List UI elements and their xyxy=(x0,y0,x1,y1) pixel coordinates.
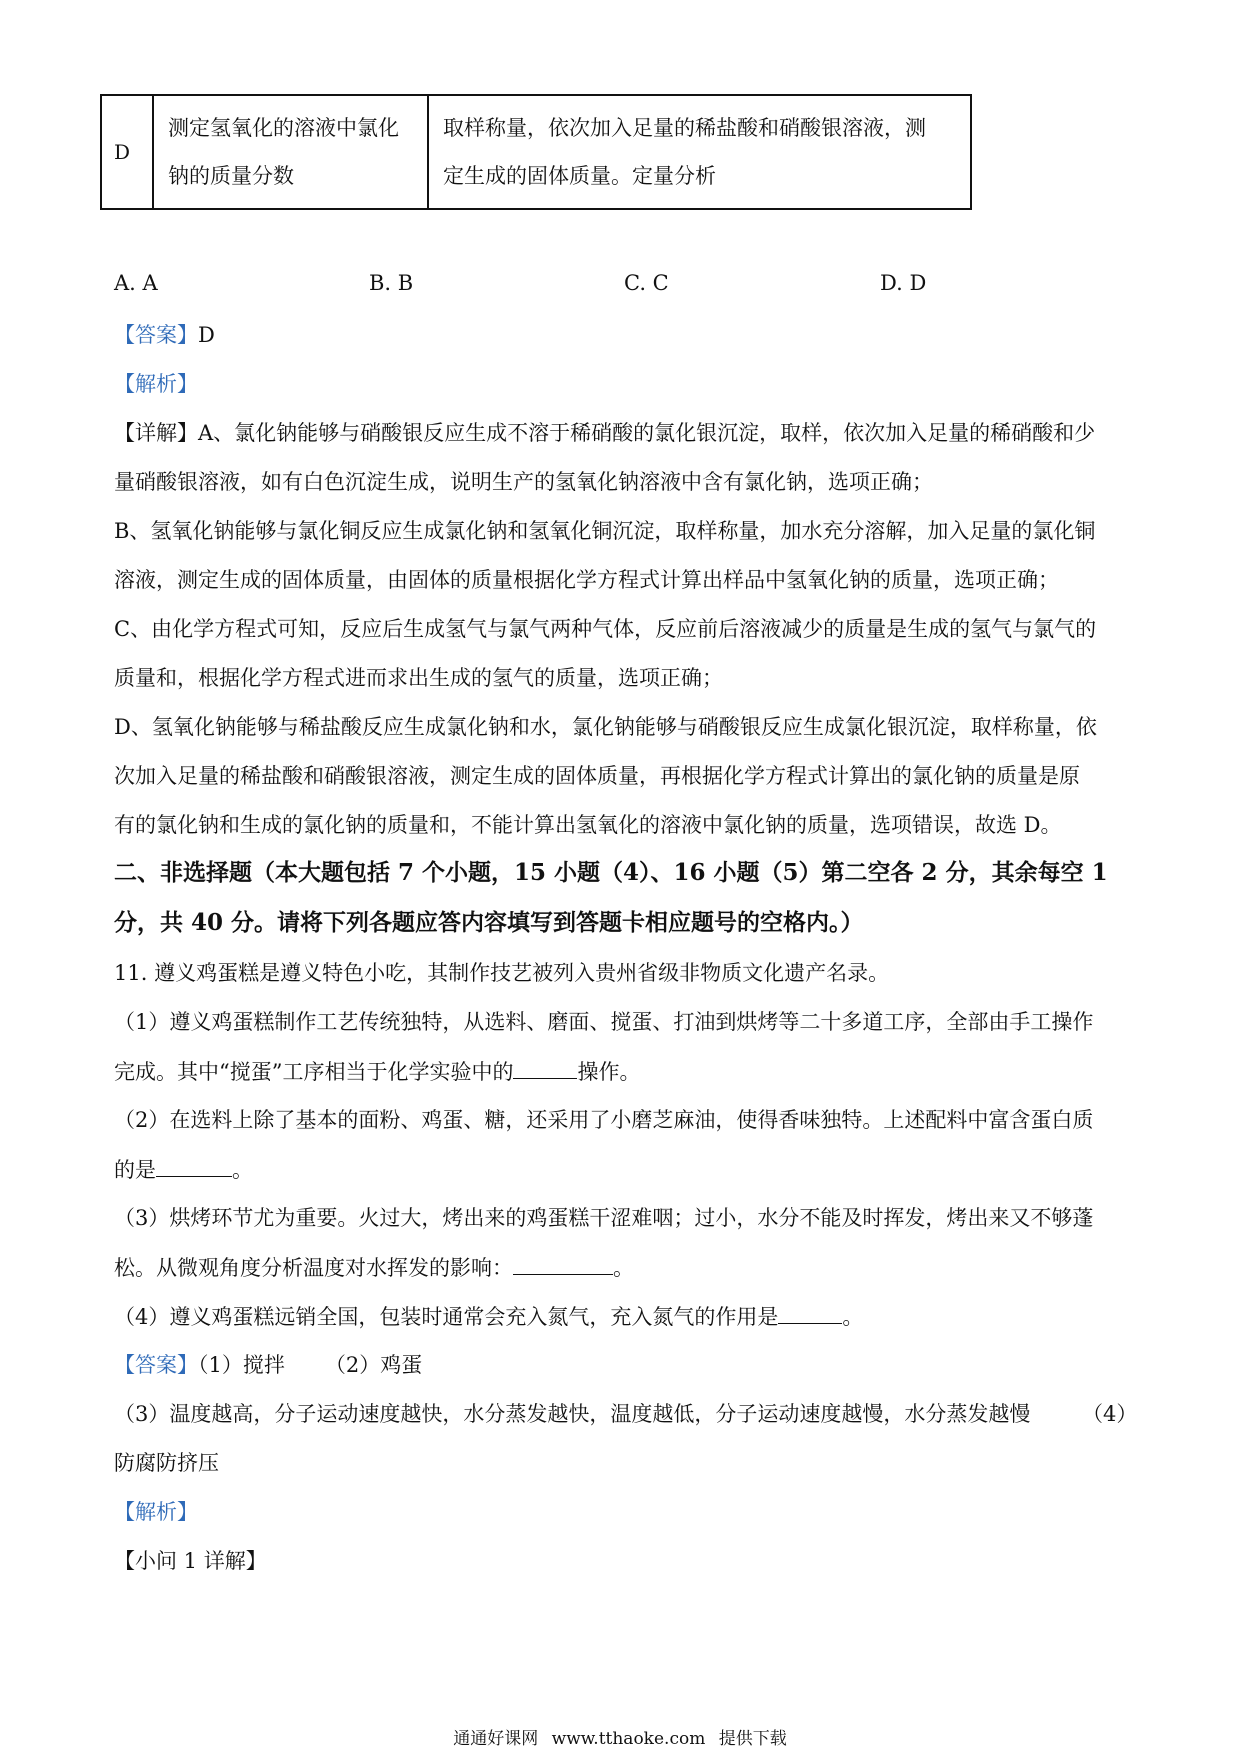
method-line-1: 取样称量，依次加入足量的稀盐酸和硝酸银溶液，测 xyxy=(443,116,926,140)
q10-detail-line-2: 量硝酸银溶液，如有白色沉淀生成，说明生产的氢氧化钠溶液中含有氯化钠，选项正确； xyxy=(114,470,933,494)
blank-3 xyxy=(513,1252,613,1275)
p3-text: 松。从微观角度分析温度对水挥发的影响： xyxy=(114,1256,513,1280)
blank-4 xyxy=(778,1301,842,1324)
detail-tag: 【详解】 xyxy=(114,421,198,445)
option-table xyxy=(100,94,972,210)
choice-d: D. D xyxy=(880,271,927,295)
p4-text: （4）遵义鸡蛋糕远销全国，包装时通常会充入氮气，充入氮气的作用是 xyxy=(114,1305,779,1329)
p2-text-end: 。 xyxy=(232,1158,253,1182)
q10-detail-line-6: 质量和，根据化学方程式进而求出生成的氢气的质量，选项正确； xyxy=(114,666,723,690)
table-cell-goal xyxy=(153,95,428,209)
q10-detail-line-1 xyxy=(114,418,1095,448)
q10-answer xyxy=(114,320,215,350)
answer-1: （1）搅拌 xyxy=(198,1353,285,1377)
q11-p3-line-2 xyxy=(114,1252,634,1283)
answer-tag: 【答案】 xyxy=(114,323,198,347)
p2-text: 的是 xyxy=(114,1158,156,1182)
q11-answer-3-line xyxy=(114,1399,1138,1429)
q10-detail-line-9: 有的氯化钠和生成的氯化钠的质量和，不能计算出氢氧化的溶液中氯化钠的质量，选项错误，故选 D。 xyxy=(114,813,1062,837)
blank-2 xyxy=(156,1154,232,1177)
p1-text-end: 操作。 xyxy=(577,1060,641,1084)
method-line-2: 定生成的固体质量。定量分析 xyxy=(443,164,716,188)
q10-detail-line-4: 溶液，测定生成的固体质量，由固体的质量根据化学方程式计算出样品中氢氧化钠的质量，选项正确； xyxy=(114,568,1059,592)
section2-heading-line-2: 分，共 40 分。请将下列各题应答内容填写到答题卡相应题号的空格内。） xyxy=(114,909,864,936)
q11-analysis-tag: 【解析】 xyxy=(114,1500,198,1524)
blank-1 xyxy=(513,1056,577,1079)
q11-p2-line-2 xyxy=(114,1154,253,1185)
q11-p3-line-1: （3）烘烤环节尤为重要。火过大，烤出来的鸡蛋糕干涩难咽；过小，水分不能及时挥发，烤出来又不够蓬 xyxy=(114,1206,1094,1230)
q10-analysis-tag: 【解析】 xyxy=(114,372,198,396)
answer-2: （2）鸡蛋 xyxy=(324,1353,423,1377)
q11-sub1-tag: 【小问 1 详解】 xyxy=(114,1549,267,1573)
table-cell-method xyxy=(428,95,971,209)
q11-answer-line xyxy=(114,1350,422,1380)
q10-detail-line-7: D、氢氧化钠能够与稀盐酸反应生成氯化钠和水，氯化钠能够与硝酸银反应生成氯化银沉淀，取样称量，依 xyxy=(114,715,1097,739)
footer-site-name: 通通好课网 xyxy=(453,1729,539,1749)
choice-a: A. A xyxy=(114,271,158,295)
q11-p1-line-1: （1）遵义鸡蛋糕制作工艺传统独特，从选料、磨面、搅蛋、打油到烘烤等二十多道工序，全部由手工操作 xyxy=(114,1010,1094,1034)
answer-4-text: 防腐防挤压 xyxy=(114,1451,219,1475)
p1-text: 完成。其中“搅蛋”工序相当于化学实验中的 xyxy=(114,1060,514,1084)
goal-line-1: 测定氢氧化的溶液中氯化 xyxy=(168,116,399,140)
page-footer xyxy=(0,1724,1240,1749)
goal-line-2: 钠的质量分数 xyxy=(168,164,294,188)
table-row xyxy=(101,95,971,209)
answer-4-label: （4） xyxy=(1082,1402,1138,1426)
section2-heading-line-1: 二、非选择题（本大题包括 7 个小题，15 小题（4）、16 小题（5）第二空各 2 分，其余每空 1 xyxy=(114,859,1108,886)
answer-value: D xyxy=(198,323,215,347)
table-cell-label: D xyxy=(101,95,153,209)
p3-text-end: 。 xyxy=(613,1256,634,1280)
detail-text: A、氯化钠能够与硝酸银反应生成不溶于稀硝酸的氯化银沉淀，取样，依次加入足量的稀硝酸和少 xyxy=(198,421,1096,445)
q10-detail-line-5: C、由化学方程式可知，反应后生成氢气与氯气两种气体，反应前后溶液减少的质量是生成的氢气与氯气的 xyxy=(114,617,1097,641)
q11-p4 xyxy=(114,1301,863,1332)
footer-url[interactable]: www.tthaoke.com xyxy=(551,1729,706,1749)
choice-b: B. B xyxy=(369,271,414,295)
q11-p2-line-1: （2）在选料上除了基本的面粉、鸡蛋、糖，还采用了小磨芝麻油，使得香味独特。上述配料中富含蛋白质 xyxy=(114,1108,1094,1132)
q10-detail-line-8: 次加入足量的稀盐酸和硝酸银溶液，测定生成的固体质量，再根据化学方程式计算出的氯化钠的质量是原 xyxy=(114,764,1080,788)
footer-suffix: 提供下载 xyxy=(718,1729,787,1749)
q11-p1-line-2 xyxy=(114,1056,640,1087)
p4-text-end: 。 xyxy=(842,1305,864,1329)
q10-detail-line-3: B、氢氧化钠能够与氯化铜反应生成氯化钠和氢氧化铜沉淀，取样称量，加水充分溶解，加入足量的氯化铜 xyxy=(114,519,1096,543)
answer-tag: 【答案】 xyxy=(114,1353,198,1377)
answer-3: （3）温度越高，分子运动速度越快，水分蒸发越快，温度越低，分子运动速度越慢，水分蒸发越慢 xyxy=(114,1402,1031,1426)
choice-c: C. C xyxy=(624,271,669,295)
q11-stem: 11. 遵义鸡蛋糕是遵义特色小吃，其制作技艺被列入贵州省级非物质文化遗产名录。 xyxy=(114,961,890,985)
